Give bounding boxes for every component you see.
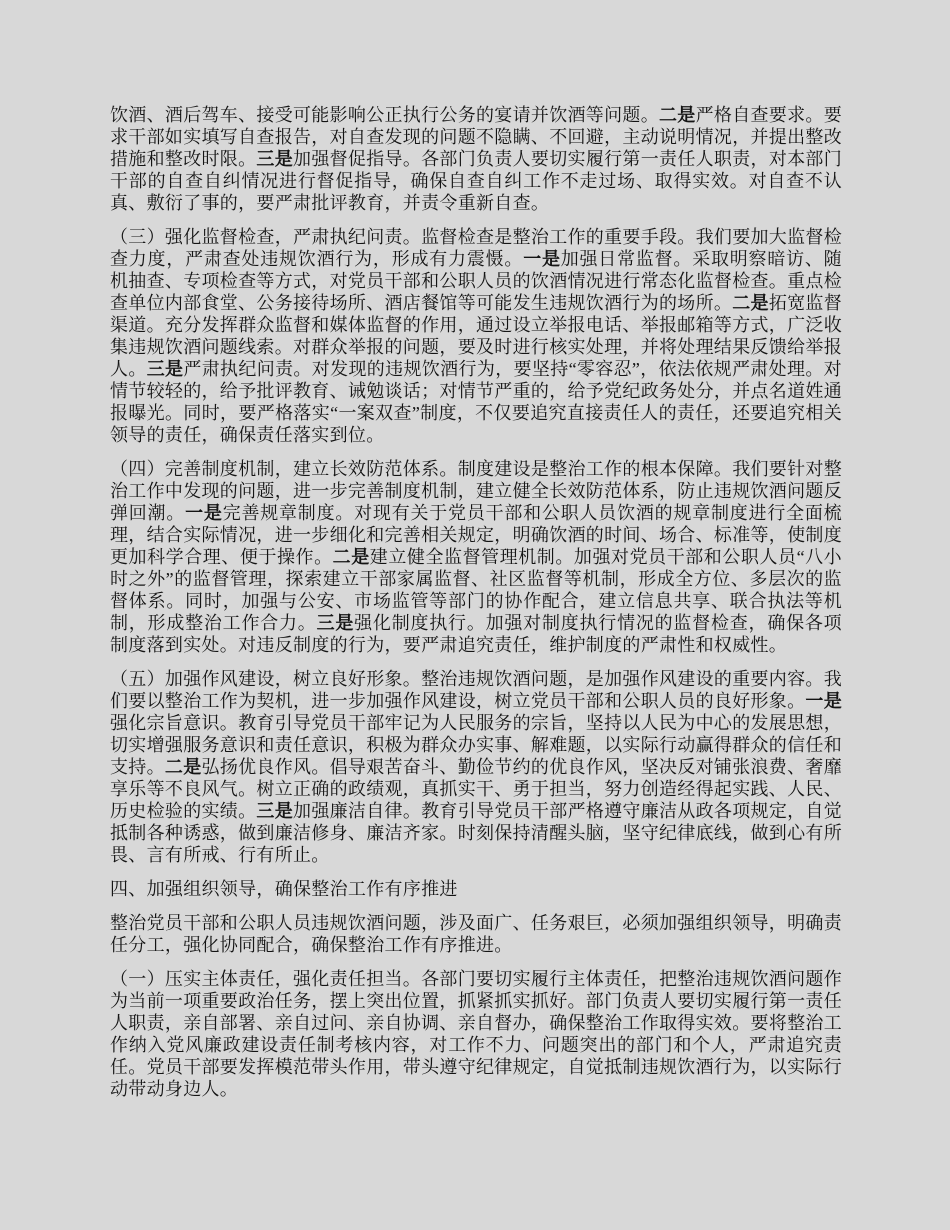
paragraph-item-4-institutions: （四）完善制度机制，建立长效防范体系。制度建设是整治工作的根本保障。我们要针对整治工作中发现的问题，进一步完善制度机制，建立健全长效防范体系，防止违规饮酒问题反弹回潮。一是完善规章制度。对现有关于党员干部和公职人员饮酒的规章制度进行全面梳理，结合实际情况，进一步细化和完善相关规定，明确饮酒的时间、场合、标准等，使制度更加科学合理、便于操作。二是建立健全监督管理机制。加强对党员干部和公职人员“八小时之外”的监督管理，探索建立干部家属监督、社区监督等机制，形成全方位、多层次的监督体系。同时，加强与公安、市场监管等部门的协作配合，建立信息共享、联合执法等机制，形成整治工作合力。三是强化制度执行。加强对制度执行情况的监督检查，确保各项制度落到实处。对违反制度的行为，要严肃追究责任，维护制度的严肃性和权威性。 [110, 459, 842, 655]
paragraph-item-3-supervision: （三）强化监督检查，严肃执纪问责。监督检查是整治工作的重要手段。我们要加大监督检查力度，严肃查处违规饮酒行为，形成有力震慑。一是加强日常监督。采取明察暗访、随机抽查、专项检查等方式，对党员干部和公职人员的饮酒情况进行常态化监督检查。重点检查单位内部食堂、公务接待场所、酒店餐馆等可能发生违规饮酒行为的场所。二是拓宽监督渠道。充分发挥群众监督和媒体监督的作用，通过设立举报电话、举报邮箱等方式，广泛收集违规饮酒问题线索。对群众举报的问题，要及时进行核实处理，并将处理结果反馈给举报人。三是严肃执纪问责。对发现的违规饮酒行为，要坚持“零容忍”，依法依规严肃处理。对情节较轻的，给予批评教育、诫勉谈话；对情节严重的，给予党纪政务处分，并点名道姓通报曝光。同时，要严格落实“一案双查”制度，不仅要追究直接责任人的责任，还要追究相关领导的责任，确保责任落实到位。 [110, 227, 843, 445]
paragraph-item-5-work-style: （五）加强作风建设，树立良好形象。整治违规饮酒问题，是加强作风建设的重要内容。我们要以整治工作为契机，进一步加强作风建设，树立党员干部和公职人员的良好形象。一是强化宗旨意识。教育引导党员干部牢记为人民服务的宗旨，坚持以人民为中心的发展思想，切实增强服务意识和责任意识，积极为群众办实事、解难题，以实际行动赢得群众的信任和支持。二是弘扬优良作风。倡导艰苦奋斗、勤俭节约的优良作风，坚决反对铺张浪费、奢靡享乐等不良风气。树立正确的政绩观，真抓实干、勇于担当，努力创造经得起实践、人民、历史检验的实绩。三是加强廉洁自律。教育引导党员干部严格遵守廉洁从政各项规定，自觉抵制各种诱惑，做到廉洁修身、廉洁齐家。时刻保持清醒头脑，坚守纪律底线，做到心有所畏、言有所戒、行有所止。 [110, 669, 843, 865]
paragraph-section4-item-1-responsibility: （一）压实主体责任，强化责任担当。各部门要切实履行主体责任，把整治违规饮酒问题作为当前一项重要政治任务，摆上突出位置，抓紧抓实抓好。部门负责人要切实履行第一责任人职责，亲自部署、亲自过问、亲自协调、亲自督办，确保整治工作取得实效。要将整治工作纳入党风廉政建设责任制考核内容，对工作不力、问题突出的部门和个人，严肃追究责任。党员干部要发挥模范带头作用，带头遵守纪律规定，自觉抵制违规饮酒行为，以实际行动带动身边人。 [110, 969, 842, 1099]
document-body [110, 104, 842, 1112]
paragraph-self-check-continuation: 饮酒、酒后驾车、接受可能影响公正执行公务的宴请并饮酒等问题。二是严格自查要求。要求干部如实填写自查报告，对自查发现的问题不隐瞒、不回避，主动说明情况，并提出整改措施和整改时限。三是加强督促指导。各部门负责人要切实履行第一责任人职责，对本部门干部的自查自纠情况进行督促指导，确保自查自纠工作不走过场、取得实效。对自查不认真、敷衍了事的，要严肃批评教育，并责令重新自查。 [110, 105, 843, 213]
section-4-heading: 四、加强组织领导，确保整治工作有序推进 [110, 879, 458, 899]
section-4-intro: 整治党员干部和公职人员违规饮酒问题，涉及面广、任务艰巨，必须加强组织领导，明确责任分工，强化协同配合，确保整治工作有序推进。 [110, 913, 842, 955]
